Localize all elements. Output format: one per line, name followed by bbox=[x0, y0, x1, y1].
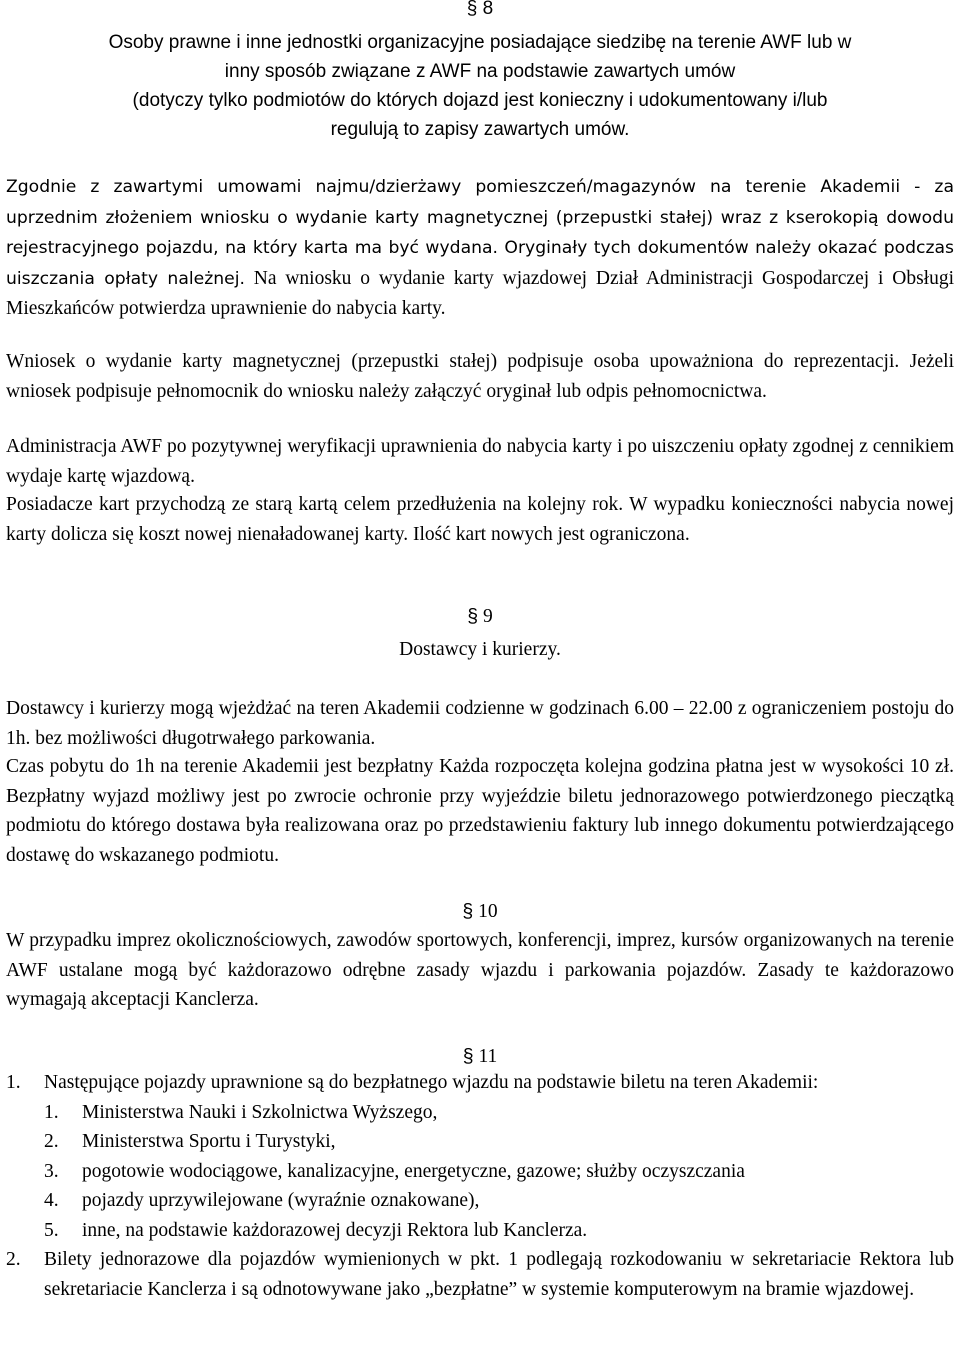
sub-list-item bbox=[44, 1216, 954, 1246]
sub-list-item-text: Ministerstwa Nauki i Szkolnictwa Wyższego, bbox=[82, 1101, 438, 1123]
title-line: inny sposób związane z AWF na podstawie zawartych umów bbox=[224, 61, 736, 82]
section-8-paragraph-3: Administracja AWF po pozytywnej weryfikacji uprawnienia do nabycia karty i po uiszczeniu opłaty zgodnej z cennikiem wydaje kartę wjazdową. bbox=[6, 436, 954, 487]
section-9-title: Dostawcy i kurierzy. bbox=[399, 639, 561, 660]
section-number: 10 bbox=[478, 901, 498, 922]
sub-list-item-text: inne, na podstawie każdorazowej decyzji Rektora lub Kanclerza. bbox=[82, 1219, 588, 1241]
sub-list-item-number: 4. bbox=[44, 1190, 59, 1211]
sub-list-item bbox=[44, 1157, 954, 1187]
section-sign: § bbox=[462, 900, 474, 922]
title-line: regulują to zapisy zawartych umów. bbox=[330, 119, 630, 140]
sub-list-item bbox=[44, 1186, 954, 1216]
section-8-paragraph-4: Posiadacze kart przychodzą ze starą kartą celem przedłużenia na kolejny rok. W wypadku konieczności nabycia nowej karty dolicza się koszt nowej nienaładowanej karty. Ilość kart nowych jest ograniczona. bbox=[6, 494, 954, 545]
section-sign: § bbox=[462, 1045, 474, 1067]
section-9-heading bbox=[0, 602, 960, 632]
section-8-title bbox=[0, 28, 960, 144]
section-9-paragraph-1: Dostawcy i kurierzy mogą wjeżdżać na teren Akademii codzienne w godzinach 6.00 – 22.00 z ograniczeniem postoju do 1h. bez możliwości długotrwałego parkowania. bbox=[6, 698, 954, 749]
sub-list-item-number: 3. bbox=[44, 1160, 59, 1182]
sub-list-item-number: 1. bbox=[44, 1101, 59, 1123]
list-item-text: Bilety jednorazowe dla pojazdów wymienionych w pkt. 1 podlegają rozkodowaniu w sekretariacie Rektora lub sekretariacie Kanclerza i są odnotowywane jako „bezpłatne” w systemie komputerowym na bramie wjazdowej. bbox=[44, 1249, 954, 1300]
section-10-paragraph-1: W przypadku imprez okolicznościowych, zawodów sportowych, konferencji, imprez, kursów organizowanych na terenie AWF ustalane mogą być każdorazowo odrębne zasady wjazdu i parkowania pojazdów. Zasady te każdorazowo wymagają akceptacji Kanclerza. bbox=[6, 930, 954, 1010]
list-item-text: Następujące pojazdy uprawnione są do bezpłatnego wjazdu na podstawie biletu na teren Akademii: bbox=[44, 1072, 819, 1093]
paragraph-text: Na wniosku o wydanie karty wjazdowej Dział Administracji Gospodarczej i Obsługi Mieszkańców potwierdza uprawnienie do nabycia karty. bbox=[6, 267, 954, 320]
sub-list-item bbox=[44, 1098, 954, 1128]
list-item-number: 1. bbox=[6, 1072, 21, 1093]
list-item bbox=[6, 1245, 954, 1304]
section-8-heading bbox=[0, 0, 960, 23]
section-number: 9 bbox=[482, 606, 493, 627]
section-number: 8 bbox=[482, 0, 494, 19]
sub-list-item-text: pogotowie wodociągowe, kanalizacyjne, energetyczne, gazowe; służby oczyszczania bbox=[82, 1160, 745, 1182]
section-10-heading bbox=[0, 897, 960, 927]
section-number: 11 bbox=[478, 1046, 498, 1067]
section-8-paragraph-2: Wniosek o wydanie karty magnetycznej (przepustki stałej) podpisuje osoba upoważniona do reprezentacji. Jeżeli wniosek podpisuje pełnomocnik do wniosku należy załączyć oryginał lub odpis pełnomocnictwa. bbox=[6, 351, 954, 402]
section-8-paragraph-1 bbox=[6, 172, 954, 324]
section-11-list bbox=[6, 1068, 954, 1304]
title-line: Osoby prawne i inne jednostki organizacyjne posiadające siedzibę na terenie AWF lub w bbox=[108, 32, 852, 53]
sub-list-item-number: 5. bbox=[44, 1219, 59, 1241]
list-item-number: 2. bbox=[6, 1249, 21, 1270]
sub-list-item-text: pojazdy uprzywilejowane (wyraźnie oznakowane), bbox=[82, 1190, 480, 1211]
sub-list-item bbox=[44, 1127, 954, 1157]
section-sign: § bbox=[466, 0, 478, 19]
title-line: (dotyczy tylko podmiotów do których dojazd jest konieczny i udokumentowany i/lub bbox=[132, 90, 828, 111]
list-item bbox=[6, 1068, 954, 1098]
sub-list bbox=[6, 1098, 954, 1246]
sub-list-item-text: Ministerstwa Sportu i Turystyki, bbox=[82, 1131, 336, 1152]
section-9-paragraph-2: Czas pobytu do 1h na terenie Akademii jest bezpłatny Każda rozpoczęta kolejna godzina płatna jest w wysokości 10 zł. Bezpłatny wyjazd możliwy jest po zwrocie ochronie przy wyjeździe biletu jednorazowego potwierdzonego pieczątką podmiotu do którego dostawa była realizowana oraz po przedstawieniu faktury lub innego dokumentu potwierdzającego dostawę do wskazanego podmiotu. bbox=[6, 756, 954, 866]
paragraph-text-sans: Zgodnie z zawartymi umowami najmu/dzierżawy pomieszczeń/magazynów na terenie Akademii - za uprzednim złożeniem wniosku o wydanie karty magnetycznej (przepustki stałej) wraz z kserokopią dowodu rejestracyjnego pojazdu, na który karta ma być wydana. Oryginały tych dokumentów należy okazać podczas uiszczania opłaty należnej. bbox=[6, 177, 954, 289]
sub-list-item-number: 2. bbox=[44, 1131, 59, 1152]
section-sign: § bbox=[467, 605, 479, 627]
